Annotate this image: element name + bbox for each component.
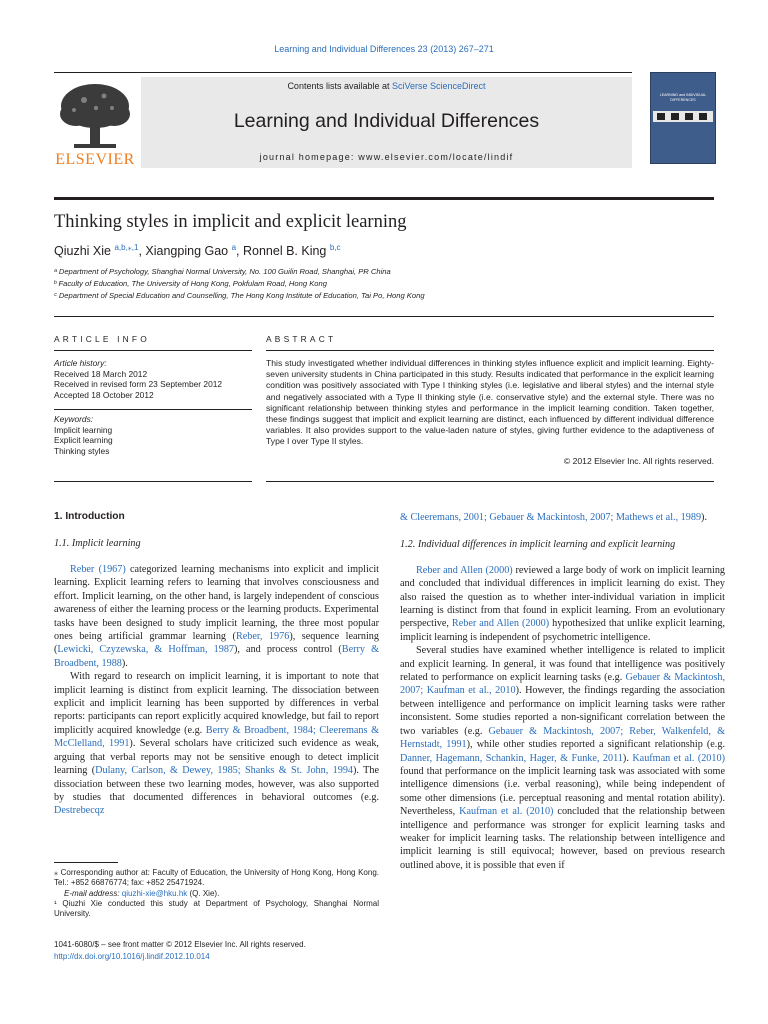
cover-title: LEARNING and INDIVIDUAL DIFFERENCES — [659, 93, 707, 102]
citation-link[interactable]: Kaufman et al. (2010) — [632, 752, 725, 764]
body-text: hypothesized that unlike explicit learning, implicit learning is independent of psychometric intelligence. — [400, 618, 725, 643]
cover-figure — [671, 113, 679, 120]
affiliation-b: ᵇ Faculty of Education, The University of Hong Kong, Pokfulam Road, Hong Kong — [54, 279, 327, 288]
header-bottom-rule — [54, 197, 714, 200]
footnote-rule — [54, 862, 118, 863]
email-suffix: (Q. Xie). — [187, 888, 220, 898]
history-label: Article history: — [54, 358, 107, 368]
citation-link[interactable]: Gebauer & Mackintosh, 2007; Reber, Walkenfeld, & Hernstadt, 1991 — [400, 725, 725, 751]
body-text: categorized learning mechanisms into explicit and implicit learning. Explicit learning refers to learning that involves consciousness and effort. Implicit learning, on the other hand, is largely independent of conscious awareness of either the learning process or the learning products. Experimental tasks have been designed to study implicit learning, the three most popular ones being artificial grammar learning ( — [54, 564, 379, 643]
body-text: ). Several scholars have criticized such evidence as weak, arguing that verbal reports may not be sensitive enough to detect implicit learning ( — [54, 738, 379, 777]
paragraph — [54, 563, 379, 670]
paragraph — [54, 670, 379, 817]
body-column-left — [54, 563, 379, 818]
subsection-heading-individual-differences: 1.2. Individual differences in implicit learning and explicit learning — [400, 539, 676, 551]
author-name[interactable]: , Xiangping Gao — [138, 244, 232, 259]
article-history — [54, 358, 222, 400]
contents-prefix: Contents lists available at — [287, 81, 392, 91]
body-text: ), and process control ( — [234, 644, 342, 656]
body-text: reviewed a large body of work on implicit learning and concluded that individual differences in implicit learning do exist. They also raised the question as to whether inter-individual variation in implicit learning is distinct from that found in explicit learning. From an evolutionary perspective, — [400, 564, 726, 630]
article-title: Thinking styles in implicit and explicit learning — [54, 212, 407, 232]
history-accepted: Accepted 18 October 2012 — [54, 389, 154, 400]
citation-link[interactable]: Dulany, Carlson, & Dewey, 1985; Shanks & St. John, 1994 — [95, 765, 354, 777]
keywords — [54, 414, 113, 456]
article-info-divider — [54, 409, 252, 410]
body-text: ). — [121, 657, 128, 669]
abstract-heading: ABSTRACT — [266, 334, 337, 344]
citation-link[interactable]: Reber (1967) — [70, 564, 126, 575]
cover-figure — [685, 113, 693, 120]
journal-title: Learning and Individual Differences — [233, 110, 540, 132]
footnotes — [54, 868, 379, 919]
abstract-copyright: © 2012 Elsevier Inc. All rights reserved. — [563, 456, 714, 466]
footnote-corresponding-author: ⁎ Corresponding author at: Faculty of Education, the University of Hong Kong, Hong Kong. Tel.: +852 66876774; fax: +852 25471924. — [54, 868, 379, 888]
keyword: Explicit learning — [54, 435, 113, 446]
abstract-rule — [266, 350, 714, 351]
email-label: E-mail address: — [64, 888, 122, 898]
citation-link[interactable]: Reber and Allen (2000) — [451, 618, 550, 630]
body-text: ), sequence learning ( — [54, 631, 379, 656]
abstract-text: This study investigated whether individual differences in thinking styles influence explicit and implicit learning. Eighty-seven university students in China participated in this study. Results indicated that performance in the explicit learning condition was positively associated with Type I thinking styles (i.e. legislative and liberal styles) and the internal style and negatively associated with a Type II thinking style (i.e. conservative style) and the external style. There was no significant relationship between thinking styles and performance in the implicit learning condition. Taken together, these findings suggest that implicit and explicit learning are distinct, each influenced by different individual difference variables. It also provides support to the value-laden nature of styles, giving further evidence to the adaptiveness of Type I over Type II styles. — [266, 358, 714, 447]
citation-link[interactable]: Danner, Hagemann, Schankin, Hager, & Funke, 2011 — [400, 752, 623, 764]
body-text: With regard to research on implicit learning, it is important to note that implicit learning is distinct from explicit learning. The dissociation between explicit and implicit learning has been supported by differences in verbal reports: participants can report explicitly acquired knowledge, but fail to report implicitly acquired knowledge (e.g. — [54, 671, 379, 736]
body-column-right — [400, 511, 725, 872]
cover-figure — [657, 113, 665, 120]
keyword: Thinking styles — [54, 445, 110, 456]
journal-cover-thumbnail[interactable] — [650, 72, 716, 164]
cover-figure — [699, 113, 707, 120]
affiliation-a: ᵃ Department of Psychology, Shanghai Normal University, No. 100 Guilin Road, Shanghai, PR China — [54, 267, 391, 276]
front-matter — [54, 939, 306, 962]
section-rule — [54, 316, 714, 317]
body-text: ). — [701, 512, 707, 523]
section-heading-introduction: 1. Introduction — [54, 511, 125, 522]
doi-link[interactable]: http://dx.doi.org/10.1016/j.lindif.2012.10.014 — [54, 951, 210, 961]
history-revised: Received in revised form 23 September 2012 — [54, 379, 223, 390]
citation-link[interactable]: Lewicki, Czyzewska, & Hoffman, 1987 — [57, 644, 235, 656]
body-text: ). However, the findings regarding the association between intelligence and performance on implicit learning tasks were rather inconsistent. Some studies reported a non-significant correlation between the two variables (e.g. — [400, 685, 725, 737]
citation-link[interactable]: Reber, 1976 — [235, 631, 290, 643]
footnote-1: ¹ Qiuzhi Xie conducted this study at Department of Psychology, Shanghai Normal University. — [54, 898, 379, 919]
body-text: ), while other studies reported a significant relationship (e.g. — [466, 739, 725, 751]
paragraph — [400, 644, 725, 872]
citation-link[interactable]: Destrebecqz — [54, 805, 105, 817]
author-name[interactable]: , Ronnel B. King — [236, 244, 330, 259]
email-link[interactable]: qiuzhi-xie@hku.hk — [121, 888, 188, 898]
contents-availability — [141, 81, 632, 91]
citation-link[interactable]: Reber and Allen (2000) — [416, 564, 513, 576]
citation-link[interactable]: Gebauer & Mackintosh, 2007; Kaufman et al., 2010 — [400, 672, 726, 697]
publisher-name: ELSEVIER — [55, 151, 135, 168]
citation-link[interactable]: Berry & Broadbent, 1984; Cleeremans & McClelland, 1991 — [54, 724, 379, 750]
abstract-bottom-rule — [266, 481, 714, 482]
header-top-rule — [54, 72, 632, 73]
subsection-heading-implicit-learning: 1.1. Implicit learning — [54, 538, 141, 549]
author-affiliation-marks[interactable]: b,c — [329, 243, 341, 252]
paragraph-continuation — [400, 511, 725, 524]
journal-homepage-link[interactable]: journal homepage: www.elsevier.com/locate/lindif — [259, 152, 514, 162]
history-received: Received 18 March 2012 — [54, 368, 148, 379]
keyword: Implicit learning — [54, 424, 113, 435]
body-text: concluded that the relationship between intelligence and performance was stronger for explicit learning tasks and weaker for implicit learning tasks. The relationship between intelligence and implicit learning is still equivocal; however, based on previous research outlined above, it is possible that even if — [400, 806, 725, 871]
keywords-label: Keywords: — [54, 414, 94, 424]
body-text: ). — [622, 752, 633, 764]
issn-line: 1041-6080/$ – see front matter © 2012 Elsevier Inc. All rights reserved. — [54, 940, 306, 949]
sciencedirect-link[interactable]: SciVerse ScienceDirect — [392, 81, 486, 91]
author-affiliation-marks[interactable]: a — [231, 243, 237, 252]
citation-link[interactable]: Berry & Broadbent, 1988 — [54, 644, 379, 669]
paragraph — [400, 564, 725, 644]
body-text: found that performance on the implicit learning task was associated with some intelligence dimensions (i.e. verbal reasoning), while being independent of some other dimensions (i.e. perceptual reasoning and mental rotation ability). Nevertheless, — [400, 765, 725, 818]
article-info-heading: ARTICLE INFO — [54, 334, 150, 344]
article-info-rule — [54, 350, 252, 351]
author-affiliation-marks[interactable]: a,b,⁎,1 — [114, 243, 139, 252]
author-list — [54, 243, 341, 258]
article-info-bottom-rule — [54, 481, 252, 482]
body-text: Several studies have examined whether intelligence is related to implicit and explicit learning. In general, it was found that intelligence was positively related to performance on explicit learning tasks (e.g. — [400, 645, 725, 684]
citation-link[interactable]: Kaufman et al. (2010) — [459, 806, 554, 818]
author-name[interactable]: Qiuzhi Xie — [54, 244, 115, 259]
body-text: ). The dissociation between these two learning modes, however, was also supported by studies that documented differences in behavioral outcomes (e.g. — [54, 765, 379, 803]
footnote-email — [54, 889, 379, 899]
journal-citation[interactable]: Learning and Individual Differences 23 (2013) 267–271 — [274, 44, 494, 54]
affiliation-c: ᶜ Department of Special Education and Counselling, The Hong Kong Institute of Education, Tai Po, Hong Kong — [54, 291, 425, 300]
citation-link[interactable]: & Cleeremans, 2001; Gebauer & Mackintosh, 2007; Mathews et al., 1989 — [400, 512, 702, 523]
